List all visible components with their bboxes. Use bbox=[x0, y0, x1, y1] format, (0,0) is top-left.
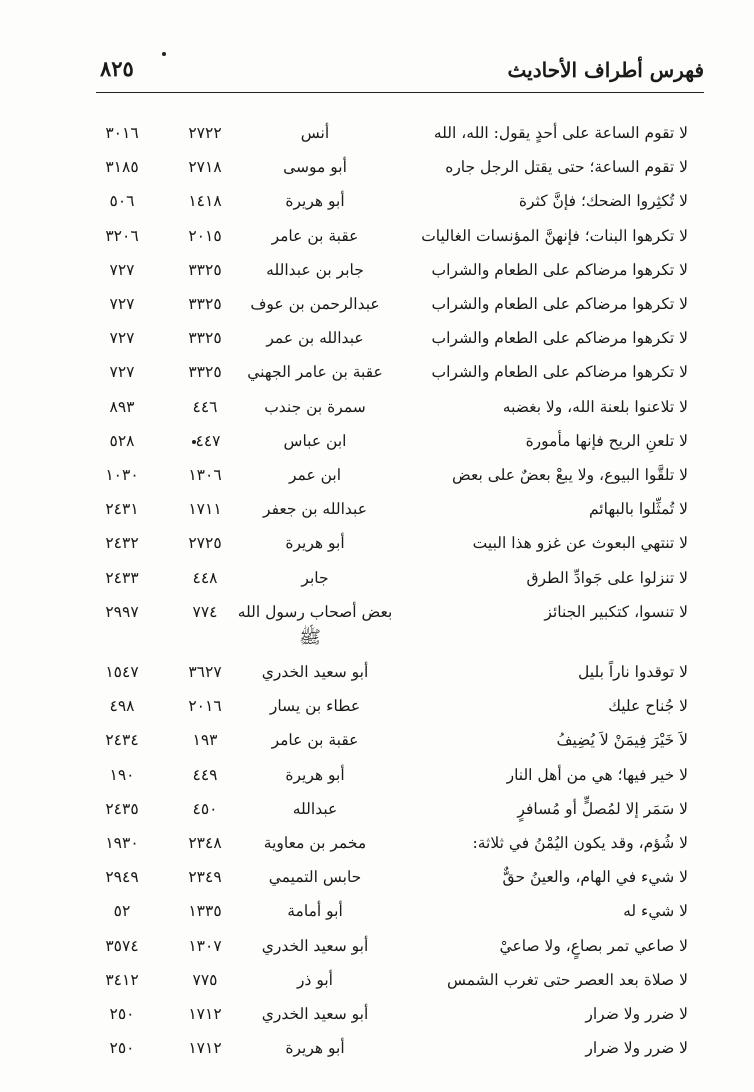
hadith-text: لا تكرهوا مرضاكم على الطعام والشراب bbox=[431, 363, 688, 381]
hadith-text: لا شيء له bbox=[623, 902, 688, 920]
page-reference: ٢٤٣٢ bbox=[105, 534, 139, 552]
narrator: عبدالرحمن بن عوف bbox=[250, 295, 380, 313]
hadith-number bbox=[170, 221, 240, 251]
hadith-text: لا تنسوا، كتكبير الجنائز bbox=[544, 603, 688, 621]
hadith-number bbox=[170, 725, 240, 755]
hadith-number-value: ٢٣٤٨ bbox=[188, 834, 222, 852]
index-row bbox=[0, 931, 754, 961]
hadith-number-value: ١٤١٨ bbox=[188, 192, 222, 210]
index-row bbox=[0, 999, 754, 1029]
hadith-number-value: ١٩٣ bbox=[192, 731, 218, 749]
hadith-text: لا تلاعنوا بلعنة الله، ولا بغضبه bbox=[502, 398, 688, 416]
hadith-number bbox=[170, 965, 240, 995]
hadith-text: لا ضرر ولا ضرار bbox=[585, 1005, 688, 1023]
hadith-number bbox=[170, 999, 240, 1029]
page-reference: ٧٢٧ bbox=[109, 329, 135, 347]
narrator: ابن عباس bbox=[283, 432, 347, 450]
hadith-number-value: ٢٧١٨ bbox=[188, 158, 222, 176]
hadith-number-value: ٧٧٥ bbox=[192, 971, 218, 989]
hadith-number-value: ١٣٣٥ bbox=[188, 902, 222, 920]
salawat-divider: ﷺ bbox=[299, 627, 321, 648]
page-reference: ٢٤٣١ bbox=[105, 500, 139, 518]
page-reference: ٣٥٧٤ bbox=[105, 937, 139, 955]
index-row bbox=[0, 118, 754, 148]
index-row bbox=[0, 152, 754, 182]
index-row bbox=[0, 221, 754, 251]
narrator: عبدالله بن عمر bbox=[266, 329, 364, 347]
narrator: أبو هريرة bbox=[285, 1039, 345, 1057]
narrator: عطاء بن يسار bbox=[269, 697, 361, 715]
narrator: مخمر بن معاوية bbox=[263, 834, 367, 852]
hadith-text: لا تُمثِّلوا بالبهائم bbox=[588, 500, 688, 518]
index-row bbox=[0, 289, 754, 319]
hadith-number bbox=[170, 460, 240, 490]
page-reference: ٢٩٩٧ bbox=[105, 603, 139, 621]
hadith-number-value: ٢٠١٥ bbox=[188, 227, 222, 245]
page-reference: ٧٢٧ bbox=[109, 261, 135, 279]
hadith-number-value: ٢٠١٦ bbox=[188, 697, 222, 715]
narrator: أبو أمامة bbox=[287, 902, 343, 920]
page-reference: ٢٤٣٣ bbox=[105, 569, 139, 587]
hadith-number bbox=[170, 528, 240, 558]
page-reference: ٣٢٠٦ bbox=[105, 227, 139, 245]
hadith-number bbox=[170, 289, 240, 319]
hadith-number bbox=[170, 691, 240, 721]
index-row bbox=[0, 494, 754, 524]
narrator: أبو موسى bbox=[283, 158, 347, 176]
hadith-number bbox=[170, 494, 240, 524]
hadith-number bbox=[170, 828, 240, 858]
narrator: عبدالله بن جعفر bbox=[263, 500, 367, 518]
narrator: عبدالله bbox=[292, 800, 338, 818]
hadith-text: لا تُكثِروا الضحك؛ فإنَّ كثرة bbox=[518, 192, 688, 210]
hadith-number bbox=[170, 563, 240, 593]
hadith-number bbox=[170, 357, 240, 387]
hadith-number-value: ٧٧٤ bbox=[192, 603, 218, 621]
hadith-number-value: ٤٤٩ bbox=[192, 766, 218, 784]
hadith-number bbox=[170, 931, 240, 961]
page-reference: ٨٩٣ bbox=[109, 398, 135, 416]
hadith-number bbox=[170, 862, 240, 892]
page-reference: ٢٥٠ bbox=[109, 1005, 135, 1023]
narrator: سمرة بن جندب bbox=[264, 398, 366, 416]
hadith-text: لا تكرهوا مرضاكم على الطعام والشراب bbox=[431, 295, 688, 313]
hadith-text: لا تكرهوا مرضاكم على الطعام والشراب bbox=[431, 261, 688, 279]
index-row bbox=[0, 255, 754, 285]
index-row bbox=[0, 323, 754, 353]
narrator: جابر بن عبدالله bbox=[266, 261, 364, 279]
narrator: أبو ذر bbox=[297, 971, 333, 989]
index-row bbox=[0, 563, 754, 593]
hadith-text: لاَ خَيْرَ فِيمَنْ لاَ يُضِيفُ bbox=[556, 731, 688, 749]
hadith-number bbox=[170, 152, 240, 182]
narrator: أنس bbox=[300, 124, 330, 142]
page-reference: ١٩٠ bbox=[109, 766, 135, 784]
hadith-number bbox=[170, 1033, 240, 1063]
hadith-text: لا شيء في الهام، والعينُ حقٌّ bbox=[502, 868, 688, 886]
hadith-number-value: ٤٤٨ bbox=[192, 569, 218, 587]
hadith-text: لا صاعي تمر بصاعٍ، ولا صاعيْ bbox=[499, 937, 688, 955]
narrator: عقبة بن عامر bbox=[271, 731, 359, 749]
page-reference: ٢٤٣٤ bbox=[105, 731, 139, 749]
hadith-text: لا تكرهوا مرضاكم على الطعام والشراب bbox=[431, 329, 688, 347]
hadith-text: لا تلقَّوا البيوع، ولا يبعْ بعضٌ على بعض bbox=[452, 466, 688, 484]
hadith-text: لا تنتهي البعوث عن غزو هذا البيت bbox=[472, 534, 688, 552]
page-reference: ١٠٣٠ bbox=[105, 466, 139, 484]
hadith-text: لا شُؤم، وقد يكون اليُمْنُ في ثلاثة: bbox=[472, 834, 688, 852]
index-row bbox=[0, 460, 754, 490]
narrator: أبو هريرة bbox=[285, 192, 345, 210]
page-title: فهرس أطراف الأحاديث bbox=[507, 58, 704, 82]
hadith-number-value: ٤٤٧ bbox=[195, 432, 221, 450]
page-reference: ٣٠١٦ bbox=[105, 124, 139, 142]
header-dot bbox=[162, 52, 166, 56]
narrator: حابس التميمي bbox=[268, 868, 362, 886]
page-reference: ٧٢٧ bbox=[109, 295, 135, 313]
hadith-text: لا تقوم الساعة على أحدٍ يقول: الله، الله bbox=[433, 124, 688, 142]
hadith-number bbox=[170, 597, 240, 627]
narrator: أبو سعيد الخدري bbox=[261, 1005, 369, 1023]
narrator: جابر bbox=[301, 569, 329, 587]
hadith-text: لا تنزلوا على جَوادِّ الطرق bbox=[526, 569, 688, 587]
narrator: بعض أصحاب رسول الله bbox=[237, 603, 393, 621]
page-reference: ٤٩٨ bbox=[109, 697, 135, 715]
hadith-number-value: ١٧١٢ bbox=[188, 1005, 222, 1023]
narrator: عقبة بن عامر bbox=[271, 227, 359, 245]
narrator: أبو هريرة bbox=[285, 534, 345, 552]
index-row bbox=[0, 392, 754, 422]
hadith-number bbox=[170, 323, 240, 353]
page-reference: ١٩٣٠ bbox=[105, 834, 139, 852]
hadith-text: لا تقوم الساعة؛ حتى يقتل الرجل جاره bbox=[445, 158, 688, 176]
hadith-number-value: ٢٧٢٥ bbox=[188, 534, 222, 552]
hadith-number-value: ٢٣٤٩ bbox=[188, 868, 222, 886]
hadith-number-value: ١٣٠٧ bbox=[188, 937, 222, 955]
page-reference: ٧٢٧ bbox=[109, 363, 135, 381]
narrator: أبو سعيد الخدري bbox=[261, 663, 369, 681]
narrator: عقبة بن عامر الجهني bbox=[247, 363, 383, 381]
hadith-number-value: ١٣٠٦ bbox=[188, 466, 222, 484]
hadith-number-value: ١٧١٢ bbox=[188, 1039, 222, 1057]
page-number: ٨٢٥ bbox=[100, 56, 134, 81]
index-row bbox=[0, 691, 754, 721]
index-row bbox=[0, 426, 754, 456]
page-reference: ٢٤٣٥ bbox=[105, 800, 139, 818]
index-row bbox=[0, 828, 754, 858]
hadith-text: لا تكرهوا البنات؛ فإنهنَّ المؤنسات الغاليات bbox=[421, 227, 688, 245]
narrator: أبو سعيد الخدري bbox=[261, 937, 369, 955]
hadith-number bbox=[170, 794, 240, 824]
page-reference: ٥٢٨ bbox=[109, 432, 135, 450]
hadith-number-value: ٢٧٢٢ bbox=[188, 124, 222, 142]
hadith-number bbox=[170, 426, 240, 456]
index-row bbox=[0, 725, 754, 755]
hadith-number bbox=[170, 896, 240, 926]
index-row bbox=[0, 186, 754, 216]
page-header bbox=[96, 52, 704, 93]
hadith-number-value: ٤٤٦ bbox=[192, 398, 218, 416]
page-reference: ١٥٤٧ bbox=[105, 663, 139, 681]
hadith-number bbox=[170, 392, 240, 422]
hadith-number bbox=[170, 657, 240, 687]
index-row bbox=[0, 597, 754, 627]
index-row bbox=[0, 1033, 754, 1063]
hadith-number-value: ٣٣٢٥ bbox=[188, 261, 222, 279]
hadith-number bbox=[170, 186, 240, 216]
hadith-number-value: ٣٣٢٥ bbox=[188, 363, 222, 381]
hadith-text: لا صلاة بعد العصر حتى تغرب الشمس bbox=[446, 971, 688, 989]
hadith-number bbox=[170, 118, 240, 148]
index-row bbox=[0, 357, 754, 387]
hadith-number-value: ٣٣٢٥ bbox=[188, 329, 222, 347]
page-reference: ٢٩٤٩ bbox=[105, 868, 139, 886]
hadith-number bbox=[170, 760, 240, 790]
page-reference: ٥٢ bbox=[113, 902, 131, 920]
hadith-number-value: ٤٥٠ bbox=[192, 800, 218, 818]
index-row bbox=[0, 528, 754, 558]
hadith-number-value: ٣٣٢٥ bbox=[188, 295, 222, 313]
hadith-number-value: ٣٦٢٧ bbox=[188, 663, 222, 681]
hadith-text: لا خير فيها؛ هي من أهل النار bbox=[506, 766, 688, 784]
index-row bbox=[0, 794, 754, 824]
hadith-number bbox=[170, 255, 240, 285]
page-reference: ٣٤١٢ bbox=[105, 971, 139, 989]
hadith-text: لا توقدوا ناراً بليل bbox=[578, 663, 688, 681]
index-row bbox=[0, 657, 754, 687]
hadith-text: لا جُناح عليك bbox=[608, 697, 688, 715]
hadith-number-value: ١٧١١ bbox=[188, 500, 222, 518]
index-row bbox=[0, 896, 754, 926]
narrator: أبو هريرة bbox=[285, 766, 345, 784]
index-row bbox=[0, 862, 754, 892]
narrator: ابن عمر bbox=[288, 466, 342, 484]
page-reference: ٥٠٦ bbox=[109, 192, 135, 210]
page-reference: ٢٥٠ bbox=[109, 1039, 135, 1057]
hadith-text: لا سَمَر إلا لمُصلٍّ أو مُسافرٍ bbox=[517, 800, 688, 818]
index-row bbox=[0, 965, 754, 995]
hadith-text: لا تلعنِ الريح فإنها مأمورة bbox=[525, 432, 688, 450]
page-reference: ٣١٨٥ bbox=[105, 158, 139, 176]
index-row bbox=[0, 760, 754, 790]
hadith-text: لا ضرر ولا ضرار bbox=[585, 1039, 688, 1057]
